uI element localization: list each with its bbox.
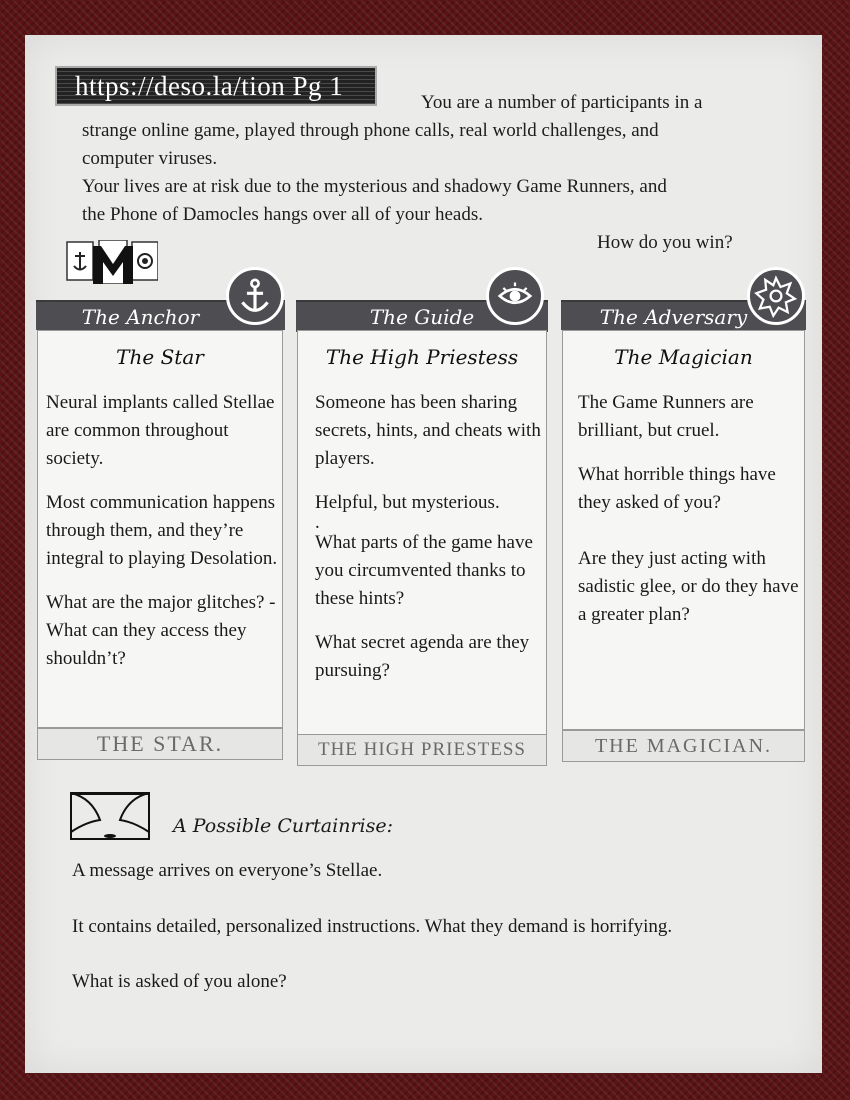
intro-line-1: You are a number of participants in a [421, 92, 703, 113]
adversary-icon [747, 267, 805, 325]
card-guide-text [315, 389, 543, 701]
card-adversary-title: The Magician [614, 345, 753, 369]
card-adversary-header: The Adversary [561, 300, 806, 330]
card-anchor-p3: What are the major glitches? - What can they access they shouldn’t? [46, 592, 276, 669]
card-guide-p5: What secret agenda are they pursuing? [315, 632, 530, 681]
card-adversary-p3: Are they just acting with sadistic glee, or do they have a greater plan? [578, 548, 799, 625]
intro-line-5: the Phone of Damocles hangs over all of your heads. [82, 204, 484, 225]
card-guide-p3: . [315, 512, 320, 533]
card-anchor-text [46, 389, 278, 689]
card-anchor-p2: Most communication happens through them, and they’re integral to playing Desolation. [46, 492, 278, 569]
anchor-icon [226, 267, 284, 325]
curtainrise-line-1: A message arrives on everyone’s Stellae. [72, 860, 383, 881]
card-guide-title: The High Priestess [325, 345, 519, 369]
intro-line-2: strange online game, played through phone calls, real world challenges, and [82, 120, 659, 141]
card-guide-body [297, 330, 547, 736]
card-anchor-title: The Star [116, 345, 204, 369]
curtainrise-line-2: It contains detailed, personalized instructions. What they demand is horrifying. [72, 916, 673, 937]
card-anchor-footer: THE STAR. [37, 728, 283, 760]
eye-icon [486, 267, 544, 325]
card-guide-p1: Someone has been sharing secrets, hints, and cheats with players. [315, 392, 541, 469]
card-anchor-header: The Anchor [36, 300, 285, 330]
card-adversary-p1: The Game Runners are brilliant, but cruel. [578, 392, 754, 441]
card-anchor-p1: Neural implants called Stellae are common throughout society. [46, 392, 275, 469]
card-adversary-p2: What horrible things have they asked of you? [578, 464, 776, 513]
card-anchor-body [37, 330, 283, 728]
card-adversary-text [578, 389, 800, 645]
curtainrise-title: A Possible Curtainrise: [173, 815, 394, 837]
intro-line-6: How do you win? [597, 232, 733, 253]
curtainrise-line-3: What is asked of you alone? [72, 971, 287, 992]
card-adversary-body [562, 330, 805, 730]
url-banner: https://deso.la/tion Pg 1 [55, 66, 377, 106]
card-adversary-footer: THE MAGICIAN. [562, 730, 805, 762]
card-guide-p4: What parts of the game have you circumvented thanks to these hints? [315, 532, 533, 609]
m-logo-icon [66, 240, 158, 284]
curtain-icon [70, 792, 150, 840]
card-guide-footer: THE HIGH PRIESTESS [297, 734, 547, 766]
intro-line-3: computer viruses. [82, 148, 218, 169]
intro-line-4: Your lives are at risk due to the mysterious and shadowy Game Runners, and [82, 176, 667, 197]
card-guide-header: The Guide [296, 300, 548, 332]
card-guide-p2: Helpful, but mysterious. [315, 492, 500, 513]
